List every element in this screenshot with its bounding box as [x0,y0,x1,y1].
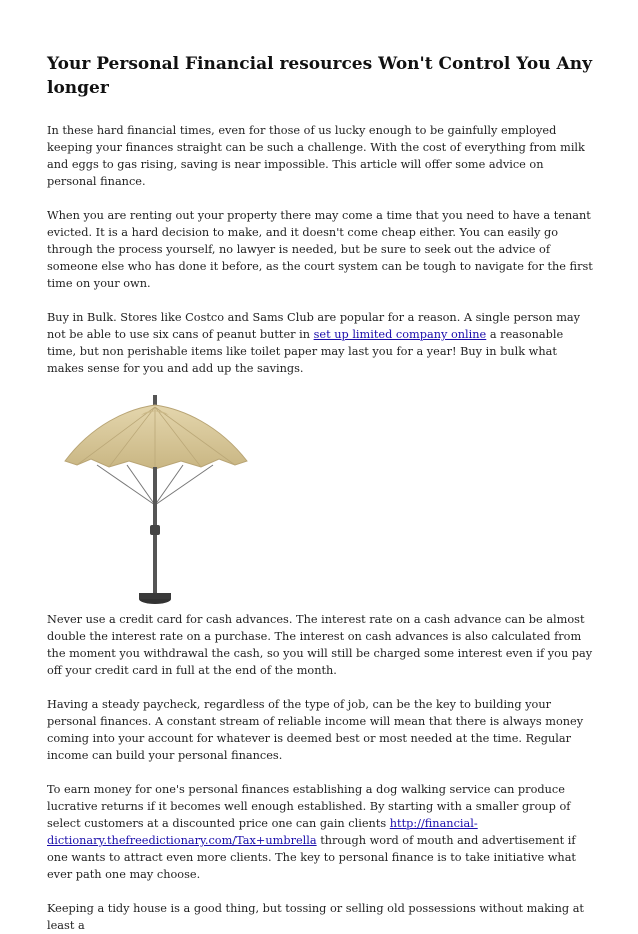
paragraph-dog-text-1: To earn money for one's personal finances establishing a dog walking service can produce lucrative returns if it becomes well enough established. By starting with a smaller group of select customers at a discounted price one can gain clients [47,783,571,830]
paragraph-tidy-house: Keeping a tidy house is a good thing, but tossing or selling old possessions without making at least a [47,902,584,932]
set-up-company-link[interactable]: set up limited company online [313,328,487,341]
document-page [47,0,595,934]
article-title: Your Personal Financial resources Won't Control You Any longer [47,54,592,98]
paragraph-paycheck: Having a steady paycheck, regardless of the type of job, can be the key to building your personal finances. A constant stream of reliable income will mean that there is always money coming into your account for whatever is deemed best or most needed at the time. Regular income can build your personal finances. [47,698,584,762]
paragraph-bulk-text-2: a reasonable time, but non perishable items like toilet paper may last you for a year! Buy in bulk what makes sense for you and add up the savings. [47,328,564,375]
paragraph-dog-walking [47,781,595,883]
paragraph-dog-text-2: through word of mouth and advertisement if one wants to attract even more clients. The key to personal finance is to take initiative what ever path one may choose. [47,834,576,881]
paragraph-bulk-text-1: Buy in Bulk. Stores like Costco and Sams Club are popular for a reason. A single person may not be able to use six cans of peanut butter in [47,311,581,341]
tax-umbrella-link[interactable]: http://financial-dictionary.thefreedictionary.com/Tax+umbrella [47,817,478,847]
paragraph-intro: In these hard financial times, even for those of us lucky enough to be gainfully employed keeping your finances straight can be such a challenge. With the cost of everything from milk and eggs to gas rising, saving is near impossible. This article will offer some advice on personal finance. [47,124,585,188]
paragraph-renting: When you are renting out your property there may come a time that you need to have a tenant evicted. It is a hard decision to make, and it doesn't come cheap either. You can easily go through the process yourself, no lawyer is needed, but be sure to seek out the advice of someone else who has done it before, as the court system can be tough to navigate for the first time on your own. [47,209,593,290]
paragraph-bulk [47,309,595,377]
paragraph-credit-card: Never use a credit card for cash advances. The interest rate on a cash advance can be almost double the interest rate on a purchase. The interest on cash advances is also calculated from the moment you withdrawal the cash, so you will still be charged some interest even if you pay off your credit card in full at the end of the month. [47,613,593,677]
umbrella-image [47,395,595,611]
patio-umbrella-picture [57,395,257,611]
